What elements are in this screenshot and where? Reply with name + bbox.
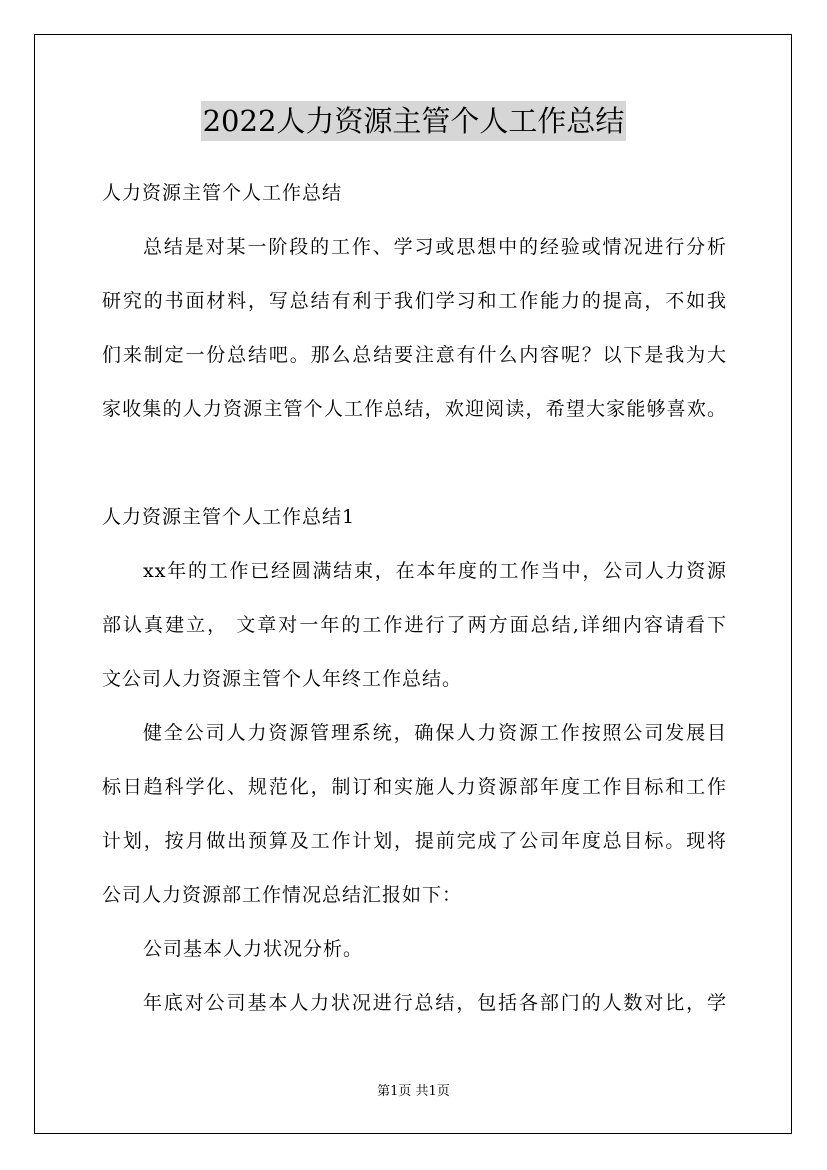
paragraph-line: 计划，按月做出预算及工作计划，提前完成了公司年度总目标。现将 [102,830,727,852]
paragraph-line: 年底对公司基本人力状况进行总结，包括各部门的人数对比，学 [143,992,727,1014]
title-area [0,101,827,141]
paragraph-line: 公司基本人力状况分析。 [143,938,364,960]
paragraph-line: 文公司人力资源主管个人年终工作总结。 [102,668,463,690]
paragraph-line: 研究的书面材料，写总结有利于我们学习和工作能力的提高，不如我 [102,290,727,312]
section-heading: 人力资源主管个人工作总结 [102,182,343,204]
paragraph-line: 总结是对某一阶段的工作、学习或思想中的经验或情况进行分析 [143,236,727,258]
paragraph-line: 健全公司人力资源管理系统，确保人力资源工作按照公司发展目 [143,722,727,744]
paragraph-line: 家收集的人力资源主管个人工作总结，欢迎阅读，希望大家能够喜欢。 [102,398,727,420]
document-title: 2022人力资源主管个人工作总结 [201,101,627,141]
paragraph-line: 们来制定一份总结吧。那么总结要注意有什么内容呢？以下是我为大 [102,344,727,366]
page-number: 第1页 共1页 [377,1084,450,1099]
paragraph-line: 标日趋科学化、规范化，制订和实施人力资源部年度工作目标和工作 [102,776,727,798]
paragraph-line: 部认真建立， 文章对一年的工作进行了两方面总结,详细内容请看下 [102,614,727,636]
paragraph-line: 公司人力资源部工作情况总结汇报如下： [102,884,463,906]
section-heading: 人力资源主管个人工作总结1 [102,506,356,528]
paragraph-line: xx年的工作已经圆满结束，在本年度的工作当中，公司人力资源 [143,560,727,582]
